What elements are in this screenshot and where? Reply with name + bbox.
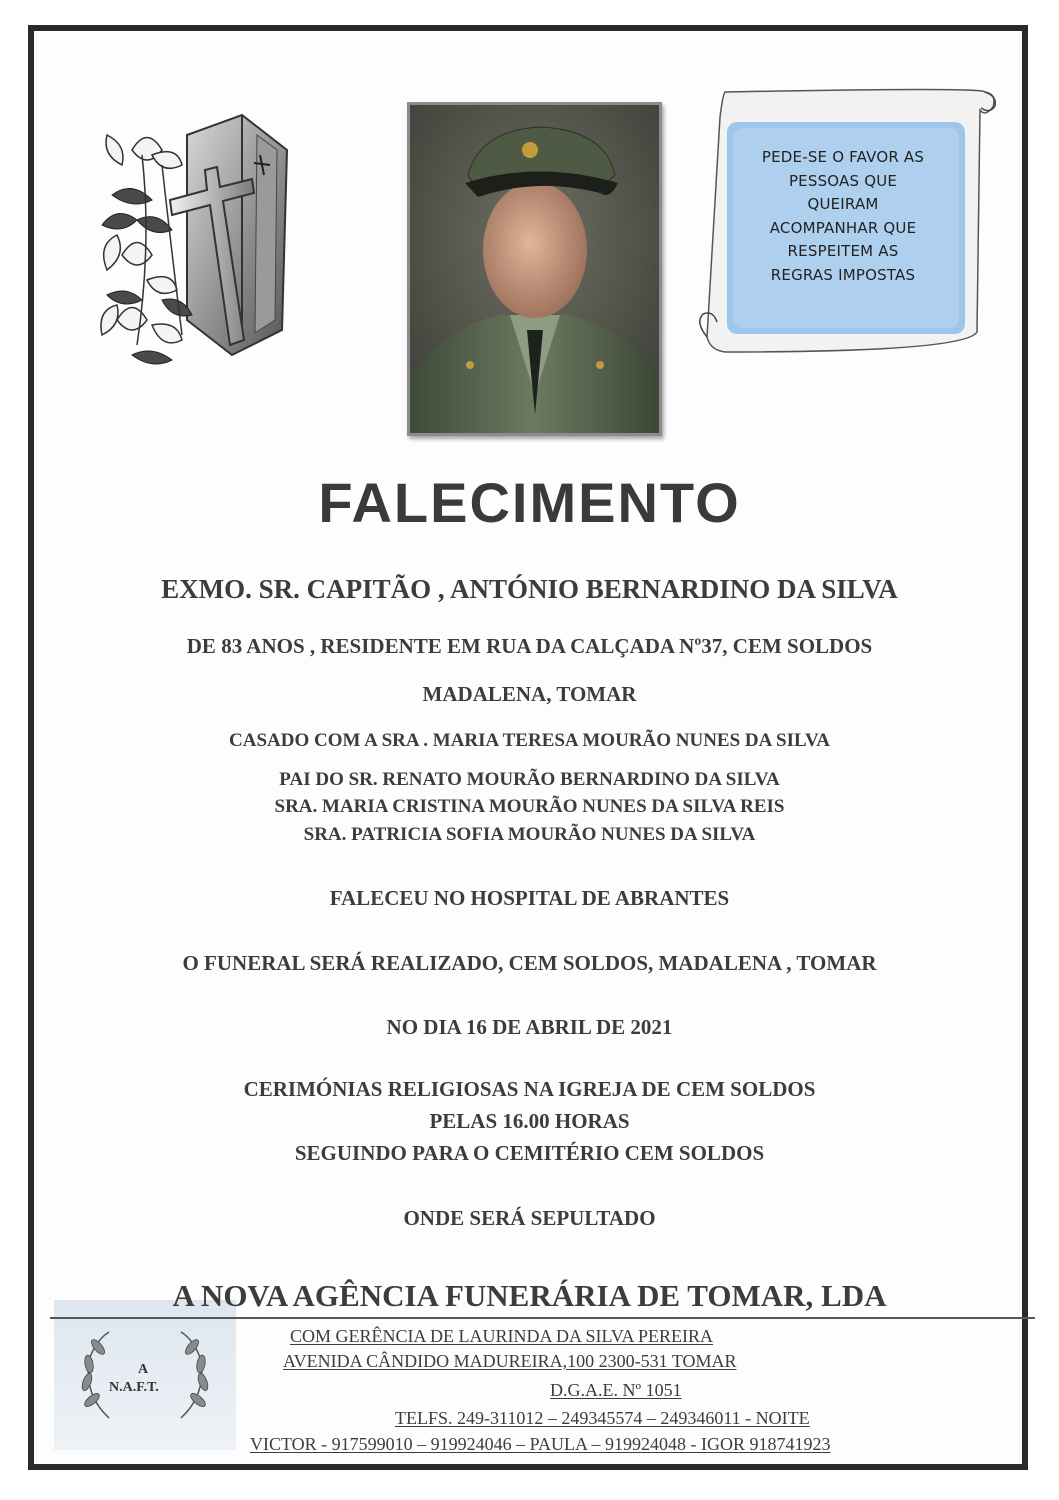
- cross-book-lilies-icon: [92, 95, 307, 370]
- agency-license: D.G.A.E. Nº 1051: [550, 1380, 682, 1400]
- funeral-date: NO DIA 16 DE ABRIL DE 2021: [386, 1015, 673, 1039]
- place-of-death: FALECEU NO HOSPITAL DE ABRANTES: [329, 886, 730, 910]
- child-line: PAI DO SR. RENATO MOURÃO BERNARDINO DA SILVA: [279, 769, 780, 790]
- notice-text: [738, 146, 948, 287]
- agency-address: AVENIDA CÂNDIDO MADUREIRA,100 2300-531 TOMAR: [283, 1351, 737, 1371]
- agency-name: A NOVA AGÊNCIA FUNERÁRIA DE TOMAR, LDA: [172, 1278, 887, 1313]
- agency-contacts: VICTOR - 917599010 – 919924046 – PAULA – 919924048 - IGOR 918741923: [250, 1434, 831, 1454]
- spouse: CASADO COM A SRA . MARIA TERESA MOURÃO NUNES DA SILVA: [229, 730, 830, 751]
- logo-letter: A: [138, 1362, 149, 1377]
- logo-initials: N.A.F.T.: [109, 1380, 159, 1395]
- notice-line: PESSOAS QUE: [788, 171, 898, 190]
- child-line: SRA. MARIA CRISTINA MOURÃO NUNES DA SILVA REIS: [274, 796, 785, 817]
- notice-line: ACOMPANHAR QUE: [769, 218, 917, 237]
- deceased-name: EXMO. SR. CAPITÃO , ANTÓNIO BERNARDINO DA SILVA: [161, 574, 898, 604]
- age-residence: DE 83 ANOS , RESIDENTE EM RUA DA CALÇADA Nº37, CEM SOLDOS: [186, 634, 873, 658]
- burial: ONDE SERÁ SEPULTADO: [403, 1206, 656, 1230]
- notice-line: PEDE-SE O FAVOR AS: [761, 148, 925, 166]
- agency-management: COM GERÊNCIA DE LAURINDA DA SILVA PEREIRA: [290, 1326, 714, 1346]
- agency-logo: [54, 1300, 236, 1450]
- notice-line: REGRAS IMPOSTAS: [770, 265, 916, 284]
- cemetery: SEGUINDO PARA O CEMITÉRIO CEM SOLDOS: [294, 1141, 765, 1165]
- page-title: FALECIMENTO: [318, 471, 741, 534]
- funeral-location: O FUNERAL SERÁ REALIZADO, CEM SOLDOS, MADALENA , TOMAR: [182, 951, 877, 975]
- notice-line: RESPEITEM AS: [787, 242, 899, 260]
- agency-phones: TELFS. 249-311012 – 249345574 – 249346011 - NOITE: [395, 1408, 810, 1428]
- agency-divider: [50, 1317, 1035, 1319]
- portrait-photo: [407, 102, 662, 436]
- ceremony-time: PELAS 16.00 HORAS: [429, 1109, 630, 1133]
- notice-line: QUEIRAM: [807, 195, 879, 213]
- locality: MADALENA, TOMAR: [422, 682, 637, 706]
- child-line: SRA. PATRICIA SOFIA MOURÃO NUNES DA SILVA: [303, 824, 756, 845]
- ceremony: CERIMÓNIAS RELIGIOSAS NA IGREJA DE CEM SOLDOS: [243, 1077, 816, 1101]
